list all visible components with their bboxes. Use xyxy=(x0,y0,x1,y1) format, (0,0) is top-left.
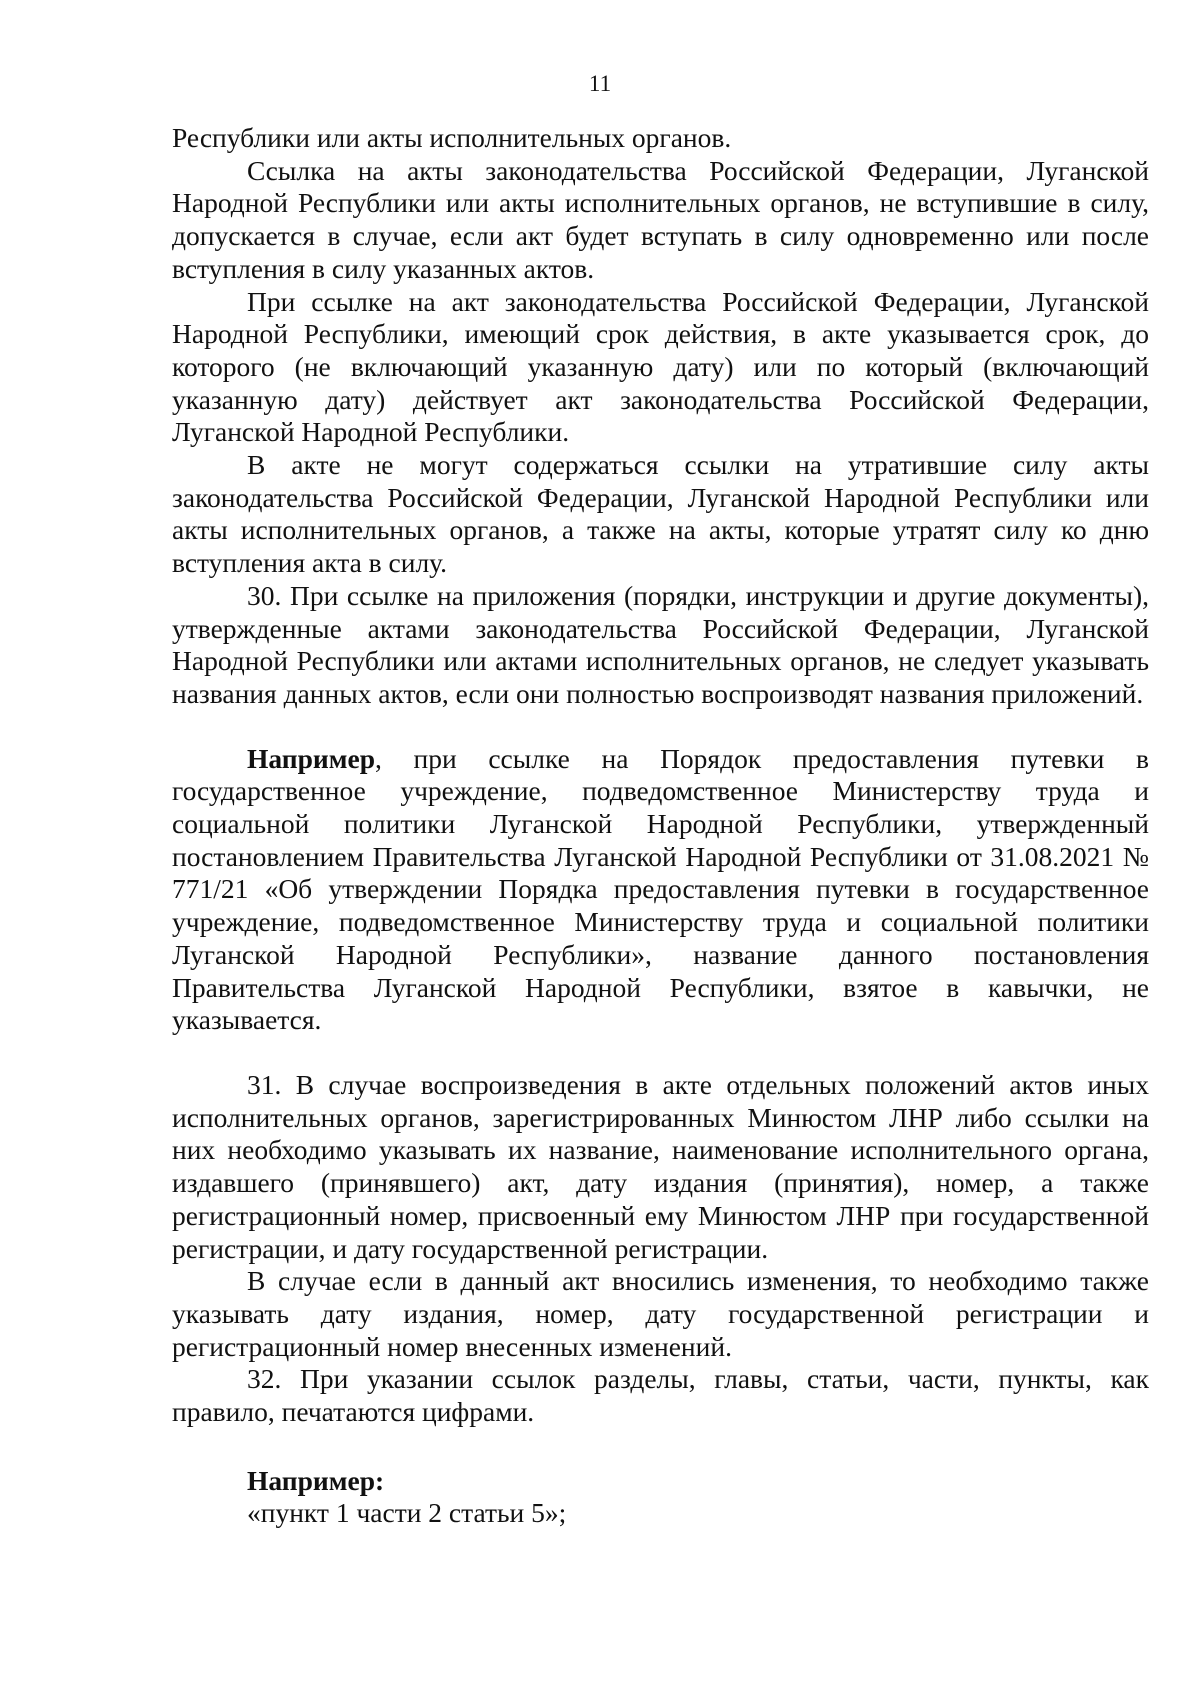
page-number: 11 xyxy=(588,71,612,96)
paragraph-reference-expired: В акте не могут содержаться ссылки на утратившие силу акты законодательства Российской Федерации, Луганской Народной Республики или акты исполнительных органов, а также на акты, которые утратят силу ко дню вступления акта в силу. xyxy=(172,449,1149,579)
paragraph-example-2-label: Например: xyxy=(247,1464,385,1496)
example-text: , при ссылке на Порядок предоставления путевки в государственное учреждение, подведомственное Министерству труда и социальной политики Луганской Народной Республики, утвержденный постановлением Правительства Луганской Народной Республики от 31.08.2021 № 771/21 «Об утверждении Порядка предоставления путевки в государственное учреждение, подведомственное Министерству труда и социальной политики Луганской Народной Республики», название данного постановления Правительства Луганской Народной Республики, взятое в кавычки, не указывается. xyxy=(172,742,1149,1036)
paragraph-item-32: 32. При указании ссылок разделы, главы, статьи, части, пункты, как правило, печатаются цифрами. xyxy=(172,1363,1149,1428)
paragraph-item-30: 30. При ссылке на приложения (порядки, инструкции и другие документы), утвержденные актами законодательства Российской Федерации, Луганской Народной Республики или актами исполнительных органов, не следует указывать названия данных актов, если они полностью воспроизводят названия приложений. xyxy=(172,579,1149,709)
paragraph-reference-not-in-force: Ссылка на акты законодательства Российской Федерации, Луганской Народной Республики или акты исполнительных органов, не вступившие в силу, допускается в случае, если акт будет вступать в силу одновременно или после вступления в силу указанных актов. xyxy=(172,154,1149,284)
document-body xyxy=(172,122,1149,1530)
paragraph-example-1 xyxy=(172,743,1149,1037)
paragraph-example-2-text: «пункт 1 части 2 статьи 5»; xyxy=(247,1497,567,1529)
paragraph-amendments: В случае если в данный акт вносились изменения, то необходимо также указывать дату издания, номер, дату государственной регистрации и регистрационный номер внесенных изменений. xyxy=(172,1265,1149,1362)
paragraph-continuation: Республики или акты исполнительных органов. xyxy=(172,122,732,153)
example-label: Например xyxy=(247,742,375,774)
paragraph-item-31: 31. В случае воспроизведения в акте отдельных положений актов иных исполнительных органов, зарегистрированных Минюстом ЛНР либо ссылки на них необходимо указывать их название, наименование исполнительного органа, издавшего (принявшего) акт, дату издания (принятия), номер, а также регистрационный номер, присвоенный ему Минюстом ЛНР при государственной регистрации, и дату государственной регистрации. xyxy=(172,1068,1149,1264)
paragraph-reference-term: При ссылке на акт законодательства Российской Федерации, Луганской Народной Республики, имеющий срок действия, в акте указывается срок, до которого (не включающий указанную дату) или по который (включающий указанную дату) действует акт законодательства Российской Федерации, Луганской Народной Республики. xyxy=(172,285,1149,448)
